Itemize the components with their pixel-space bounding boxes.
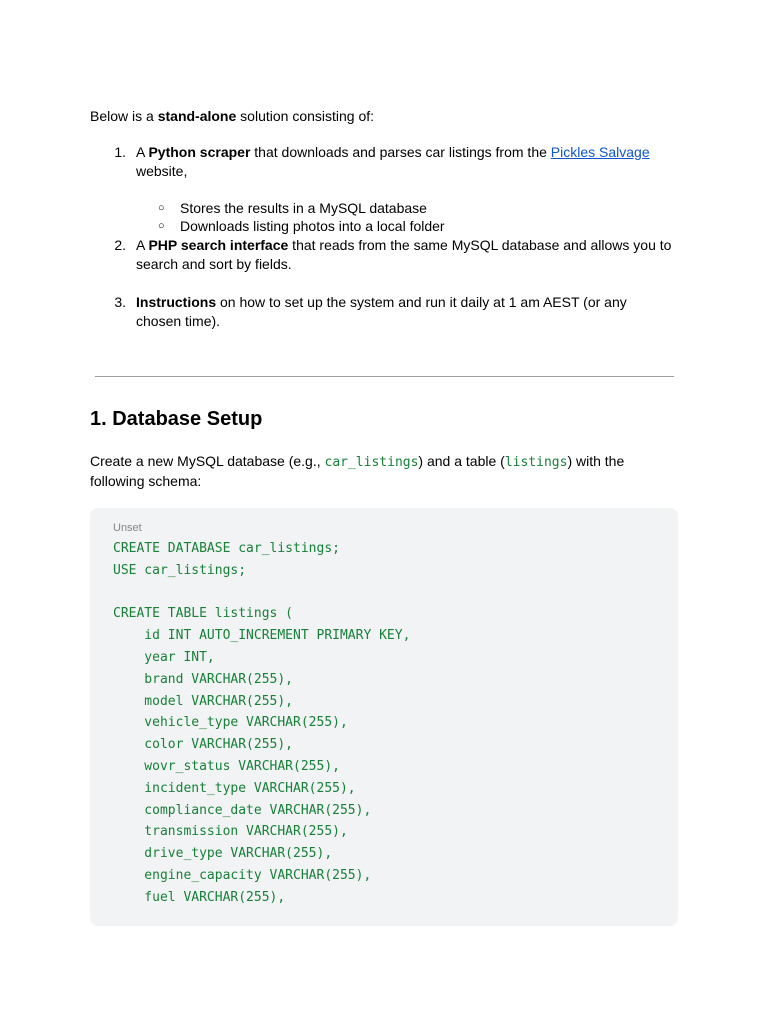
list-item-bold: Instructions — [136, 294, 217, 310]
code-content[interactable]: CREATE DATABASE car_listings; USE car_listings; CREATE TABLE listings ( id INT AUTO_INCREMENT PRIMARY KEY, year INT, brand VARCHAR(255), model VARCHAR(255), vehicle_type VARCHAR(255), color VARCHAR(255), wovr_status VARCHAR(255), incident_type VARCHAR(255), compliance_date VARCHAR(255), transmission VARCHAR(255), drive_type VARCHAR(255), engine_capacity VARCHAR(255), fuel VARCHAR(255), — [113, 541, 411, 905]
paragraph-text: Create a new MySQL database (e.g., — [90, 453, 325, 469]
list-item-text — [136, 236, 672, 274]
list-item-prefix: A — [136, 144, 149, 160]
list-item-suffix: website, — [136, 163, 188, 179]
list-item-text — [136, 143, 672, 181]
hollow-circle-bullet-icon: ○ — [158, 220, 165, 232]
list-number: 1. — [114, 144, 126, 160]
list-item-text — [136, 293, 672, 331]
intro-text-before: Below is a — [90, 108, 158, 124]
list-item-bold: Python scraper — [148, 144, 251, 160]
horizontal-divider — [95, 376, 674, 377]
intro-text-after: solution consisting of: — [236, 108, 375, 124]
code-block — [90, 508, 678, 926]
inline-code: listings — [504, 455, 568, 470]
list-item-middle: that downloads and parses car listings from the — [250, 144, 551, 160]
sub-list-item-text: Stores the results in a MySQL database — [180, 200, 427, 216]
list-item-suffix: that reads from the same MySQL database and allows you to search and sort by fields. — [136, 237, 672, 272]
list-item-prefix: A — [136, 237, 149, 253]
section-heading: 1. Database Setup — [90, 408, 263, 430]
paragraph-text: ) and a table ( — [418, 453, 505, 469]
intro-paragraph — [90, 107, 374, 126]
hollow-circle-bullet-icon: ○ — [158, 202, 165, 214]
pickles-salvage-link[interactable]: Pickles Salvage — [550, 144, 650, 160]
list-item-suffix: on how to set up the system and run it daily at 1 am AEST (or any chosen time). — [136, 294, 627, 329]
list-number: 2. — [114, 237, 126, 253]
intro-bold: stand-alone — [157, 108, 237, 124]
schema-intro-paragraph — [90, 452, 670, 491]
list-item-bold: PHP search interface — [148, 237, 289, 253]
inline-code: car_listings — [324, 455, 419, 470]
paragraph-text: ) with the following schema: — [90, 453, 625, 489]
code-language-label: Unset — [113, 522, 142, 534]
list-number: 3. — [114, 294, 126, 310]
sub-list-item-text: Downloads listing photos into a local folder — [180, 218, 445, 234]
